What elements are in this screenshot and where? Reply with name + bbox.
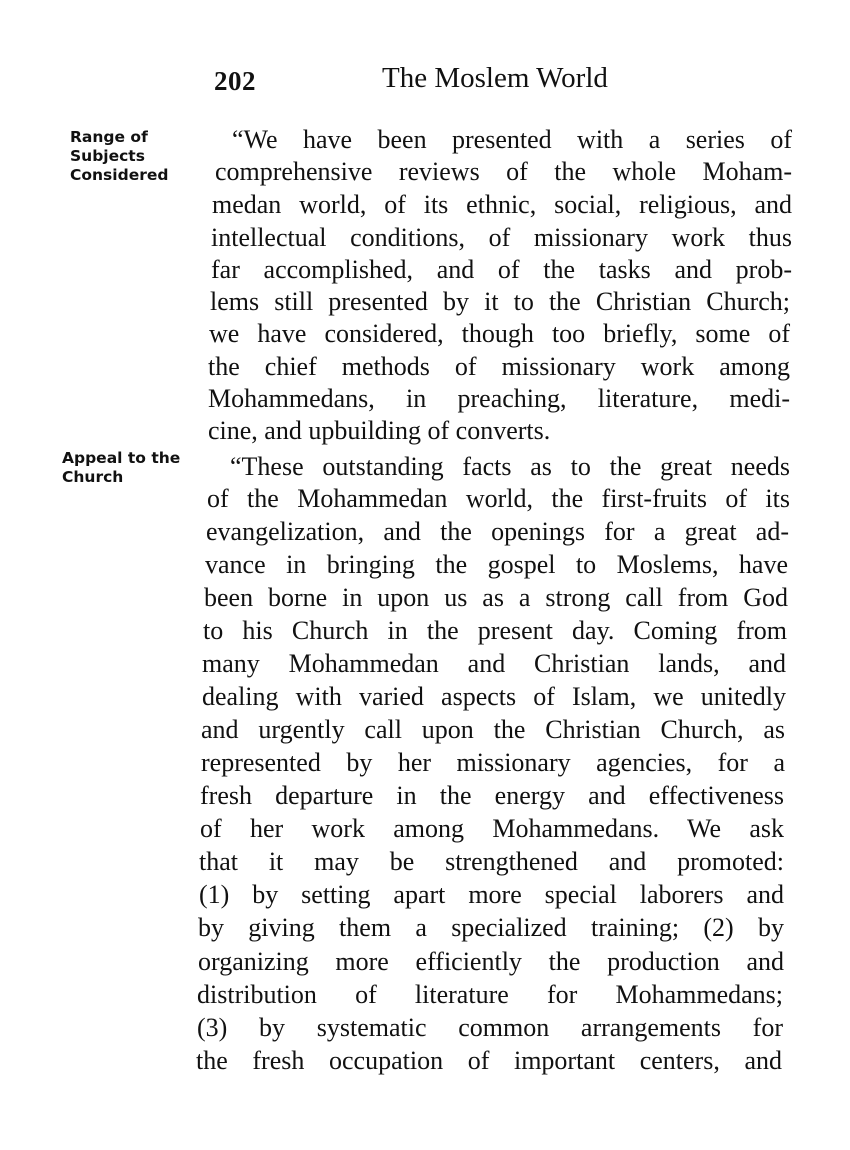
text-line: “We have been presented with a series of	[232, 125, 792, 154]
text-line: intellectual conditions, of missionary work thus	[211, 223, 792, 252]
text-line: medan world, of its ethnic, social, religious, and	[212, 190, 792, 219]
text-line: to his Church in the present day. Coming from	[203, 616, 787, 645]
text-line: we have considered, though too briefly, some of	[209, 319, 790, 348]
running-title: The Moslem World	[382, 62, 608, 94]
sidenote-line: Church	[62, 468, 124, 486]
sidenote-line: Range of	[70, 128, 148, 146]
text-line: fresh departure in the energy and effectiveness	[200, 781, 784, 810]
text-line: “These outstanding facts as to the great needs	[230, 452, 790, 481]
text-line: of the Mohammedan world, the first-fruits of its	[207, 484, 790, 513]
text-line: (3) by systematic common arrangements for	[197, 1013, 783, 1042]
text-line: lems still presented by it to the Christian Church;	[210, 287, 790, 316]
text-line: comprehensive reviews of the whole Moham-	[215, 157, 792, 186]
text-line: by giving them a specialized training; (2) by	[198, 913, 784, 942]
sidenote-line: Considered	[70, 166, 169, 184]
text-line: Mohammedans, in preaching, literature, medi-	[208, 384, 790, 413]
text-line: (1) by setting apart more special laborers and	[199, 880, 784, 909]
text-line: the chief methods of missionary work among	[208, 352, 790, 381]
text-line: distribution of literature for Mohammedans;	[197, 980, 783, 1009]
text-line: dealing with varied aspects of Islam, we unitedly	[202, 682, 786, 711]
text-line: represented by her missionary agencies, for a	[201, 748, 785, 777]
text-line: of her work among Mohammedans. We ask	[200, 814, 784, 843]
text-line: cine, and upbuilding of converts.	[208, 416, 551, 445]
text-line: vance in bringing the gospel to Moslems, have	[205, 550, 788, 579]
text-line: that it may be strengthened and promoted:	[199, 847, 784, 876]
text-line: the fresh occupation of important centers, and	[196, 1046, 782, 1075]
text-line: and urgently call upon the Christian Church, as	[201, 715, 785, 744]
text-line: many Mohammedan and Christian lands, and	[202, 649, 786, 678]
page-number: 202	[214, 66, 256, 96]
text-line: far accomplished, and of the tasks and prob-	[211, 255, 792, 284]
sidenote-line: Subjects	[70, 147, 145, 165]
sidenote-line: Appeal to the	[62, 449, 181, 467]
text-line: organizing more efficiently the production and	[198, 947, 784, 976]
text-line: evangelization, and the openings for a great ad-	[206, 517, 789, 546]
text-line: been borne in upon us as a strong call from God	[204, 583, 788, 612]
